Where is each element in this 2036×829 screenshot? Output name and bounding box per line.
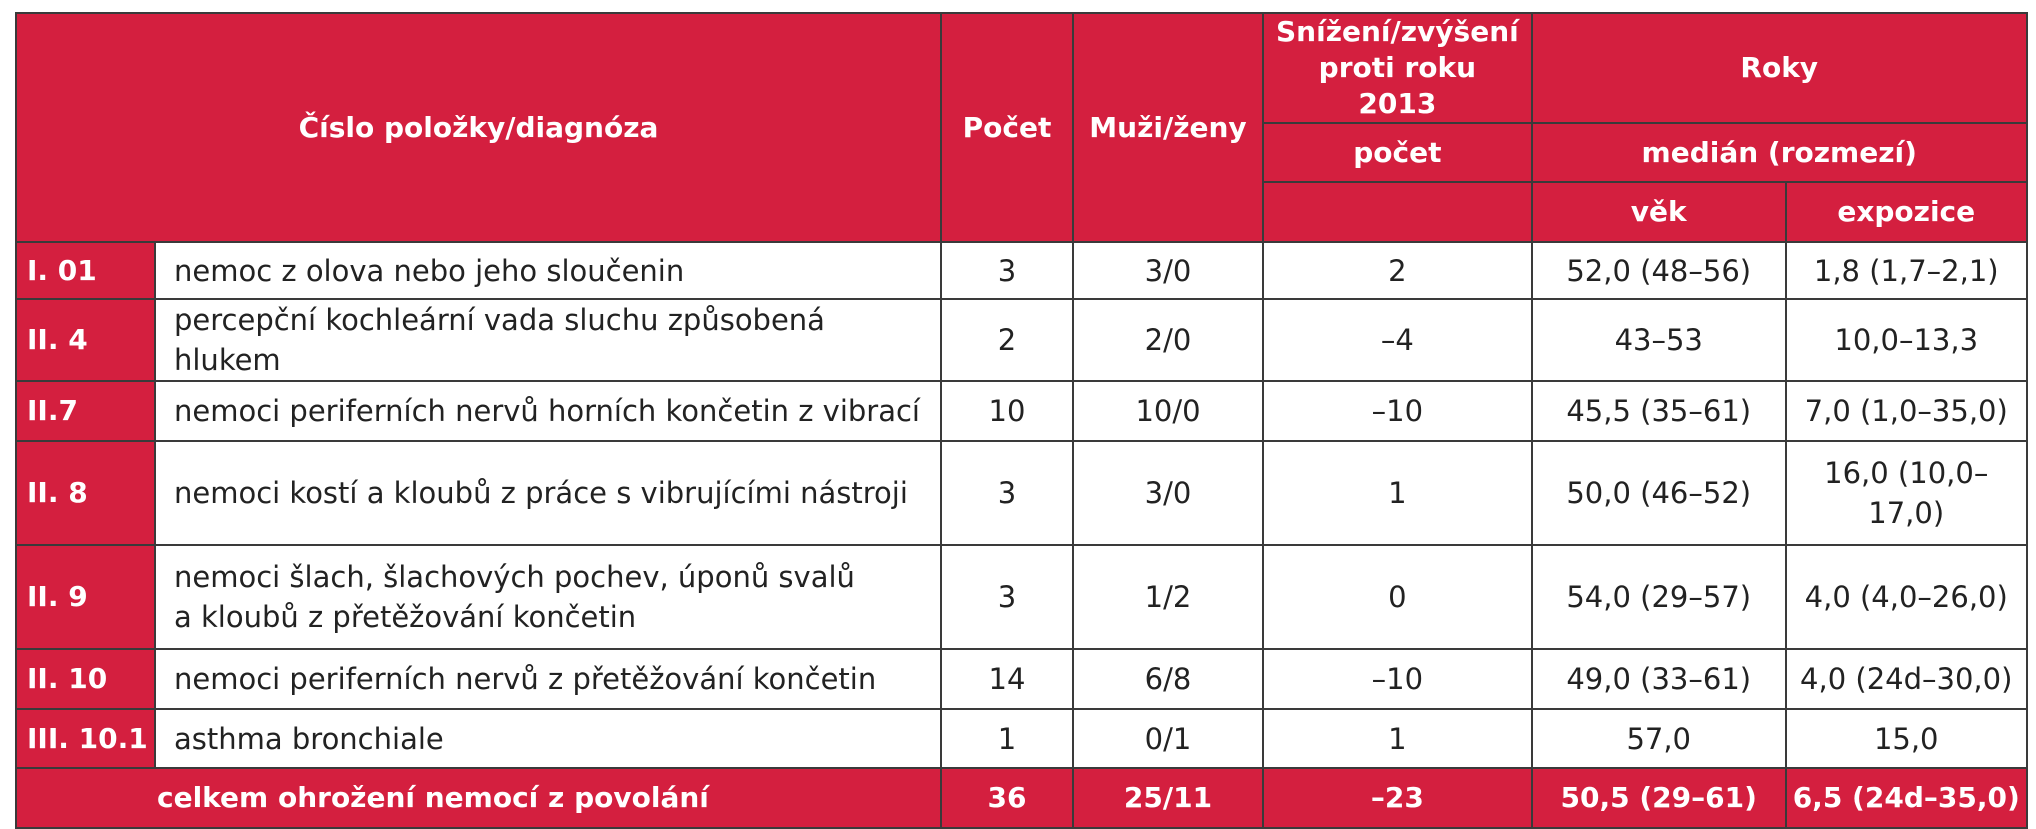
total-men-women: 25/11 xyxy=(1073,768,1263,828)
row-change: –4 xyxy=(1263,299,1532,381)
row-diagnosis xyxy=(155,545,941,649)
row-exposure: 4,0 (4,0–26,0) xyxy=(1786,545,2027,649)
row-diagnosis: nemoci periferních nervů z přetěžování končetin xyxy=(155,649,941,709)
row-age: 57,0 xyxy=(1532,709,1786,768)
row-men-women: 10/0 xyxy=(1073,381,1263,441)
header-change: Snížení/zvýšení proti roku 2013 xyxy=(1263,13,1532,123)
row-diagnosis-line: a kloubů z přetěžování končetin xyxy=(174,600,637,634)
row-count: 1 xyxy=(941,709,1073,768)
header-change-empty xyxy=(1263,182,1532,242)
row-men-women: 2/0 xyxy=(1073,299,1263,381)
total-exposure: 6,5 (24d–35,0) xyxy=(1786,768,2027,828)
row-men-women: 3/0 xyxy=(1073,242,1263,299)
row-code: II. 8 xyxy=(16,441,155,545)
total-change: –23 xyxy=(1263,768,1532,828)
row-count: 14 xyxy=(941,649,1073,709)
row-change: 0 xyxy=(1263,545,1532,649)
occupational-disease-table xyxy=(15,12,2028,829)
row-age: 45,5 (35–61) xyxy=(1532,381,1786,441)
row-age: 54,0 (29–57) xyxy=(1532,545,1786,649)
row-change: –10 xyxy=(1263,649,1532,709)
row-men-women: 3/0 xyxy=(1073,441,1263,545)
row-diagnosis: nemoci periferních nervů horních končetin z vibrací xyxy=(155,381,941,441)
row-count: 3 xyxy=(941,242,1073,299)
table-row xyxy=(16,649,2027,709)
row-exposure: 4,0 (24d–30,0) xyxy=(1786,649,2027,709)
row-code: II.7 xyxy=(16,381,155,441)
row-diagnosis: nemoc z olova nebo jeho sloučenin xyxy=(155,242,941,299)
row-count: 3 xyxy=(941,441,1073,545)
table-row xyxy=(16,709,2027,768)
row-code: II. 4 xyxy=(16,299,155,381)
row-count: 2 xyxy=(941,299,1073,381)
table-row xyxy=(16,242,2027,299)
header-count: Počet xyxy=(941,13,1073,242)
row-change: 1 xyxy=(1263,441,1532,545)
row-exposure: 16,0 (10,0–17,0) xyxy=(1786,441,2027,545)
row-change: 1 xyxy=(1263,709,1532,768)
row-diagnosis: nemoci kostí a kloubů z práce s vibrujícími nástroji xyxy=(155,441,941,545)
row-men-women: 1/2 xyxy=(1073,545,1263,649)
row-exposure: 7,0 (1,0–35,0) xyxy=(1786,381,2027,441)
header-exposure: expozice xyxy=(1786,182,2027,242)
row-age: 52,0 (48–56) xyxy=(1532,242,1786,299)
row-count: 3 xyxy=(941,545,1073,649)
table-row xyxy=(16,381,2027,441)
row-diagnosis-line: nemoci šlach, šlachových pochev, úponů svalů xyxy=(174,560,855,594)
row-exposure: 1,8 (1,7–2,1) xyxy=(1786,242,2027,299)
row-code: I. 01 xyxy=(16,242,155,299)
row-count: 10 xyxy=(941,381,1073,441)
row-men-women: 6/8 xyxy=(1073,649,1263,709)
total-row xyxy=(16,768,2027,828)
row-exposure: 15,0 xyxy=(1786,709,2027,768)
table-row xyxy=(16,299,2027,381)
total-count: 36 xyxy=(941,768,1073,828)
row-code: II. 10 xyxy=(16,649,155,709)
row-men-women: 0/1 xyxy=(1073,709,1263,768)
header-years: Roky xyxy=(1532,13,2027,123)
header-men-women: Muži/ženy xyxy=(1073,13,1263,242)
total-label: celkem ohrožení nemocí z povolání xyxy=(16,768,941,828)
header-median: medián (rozmezí) xyxy=(1532,123,2027,182)
row-age: 49,0 (33–61) xyxy=(1532,649,1786,709)
header-change-unit: počet xyxy=(1263,123,1532,182)
header-diagnosis: Číslo položky/diagnóza xyxy=(16,13,941,242)
row-diagnosis: asthma bronchiale xyxy=(155,709,941,768)
row-code: III. 10.1 xyxy=(16,709,155,768)
row-age: 50,0 (46–52) xyxy=(1532,441,1786,545)
row-exposure: 10,0–13,3 xyxy=(1786,299,2027,381)
row-change: 2 xyxy=(1263,242,1532,299)
row-age: 43–53 xyxy=(1532,299,1786,381)
row-code: II. 9 xyxy=(16,545,155,649)
table-row xyxy=(16,441,2027,545)
row-diagnosis: percepční kochleární vada sluchu způsobená hlukem xyxy=(155,299,941,381)
header-age: věk xyxy=(1532,182,1786,242)
row-change: –10 xyxy=(1263,381,1532,441)
total-age: 50,5 (29–61) xyxy=(1532,768,1786,828)
table-row xyxy=(16,545,2027,649)
